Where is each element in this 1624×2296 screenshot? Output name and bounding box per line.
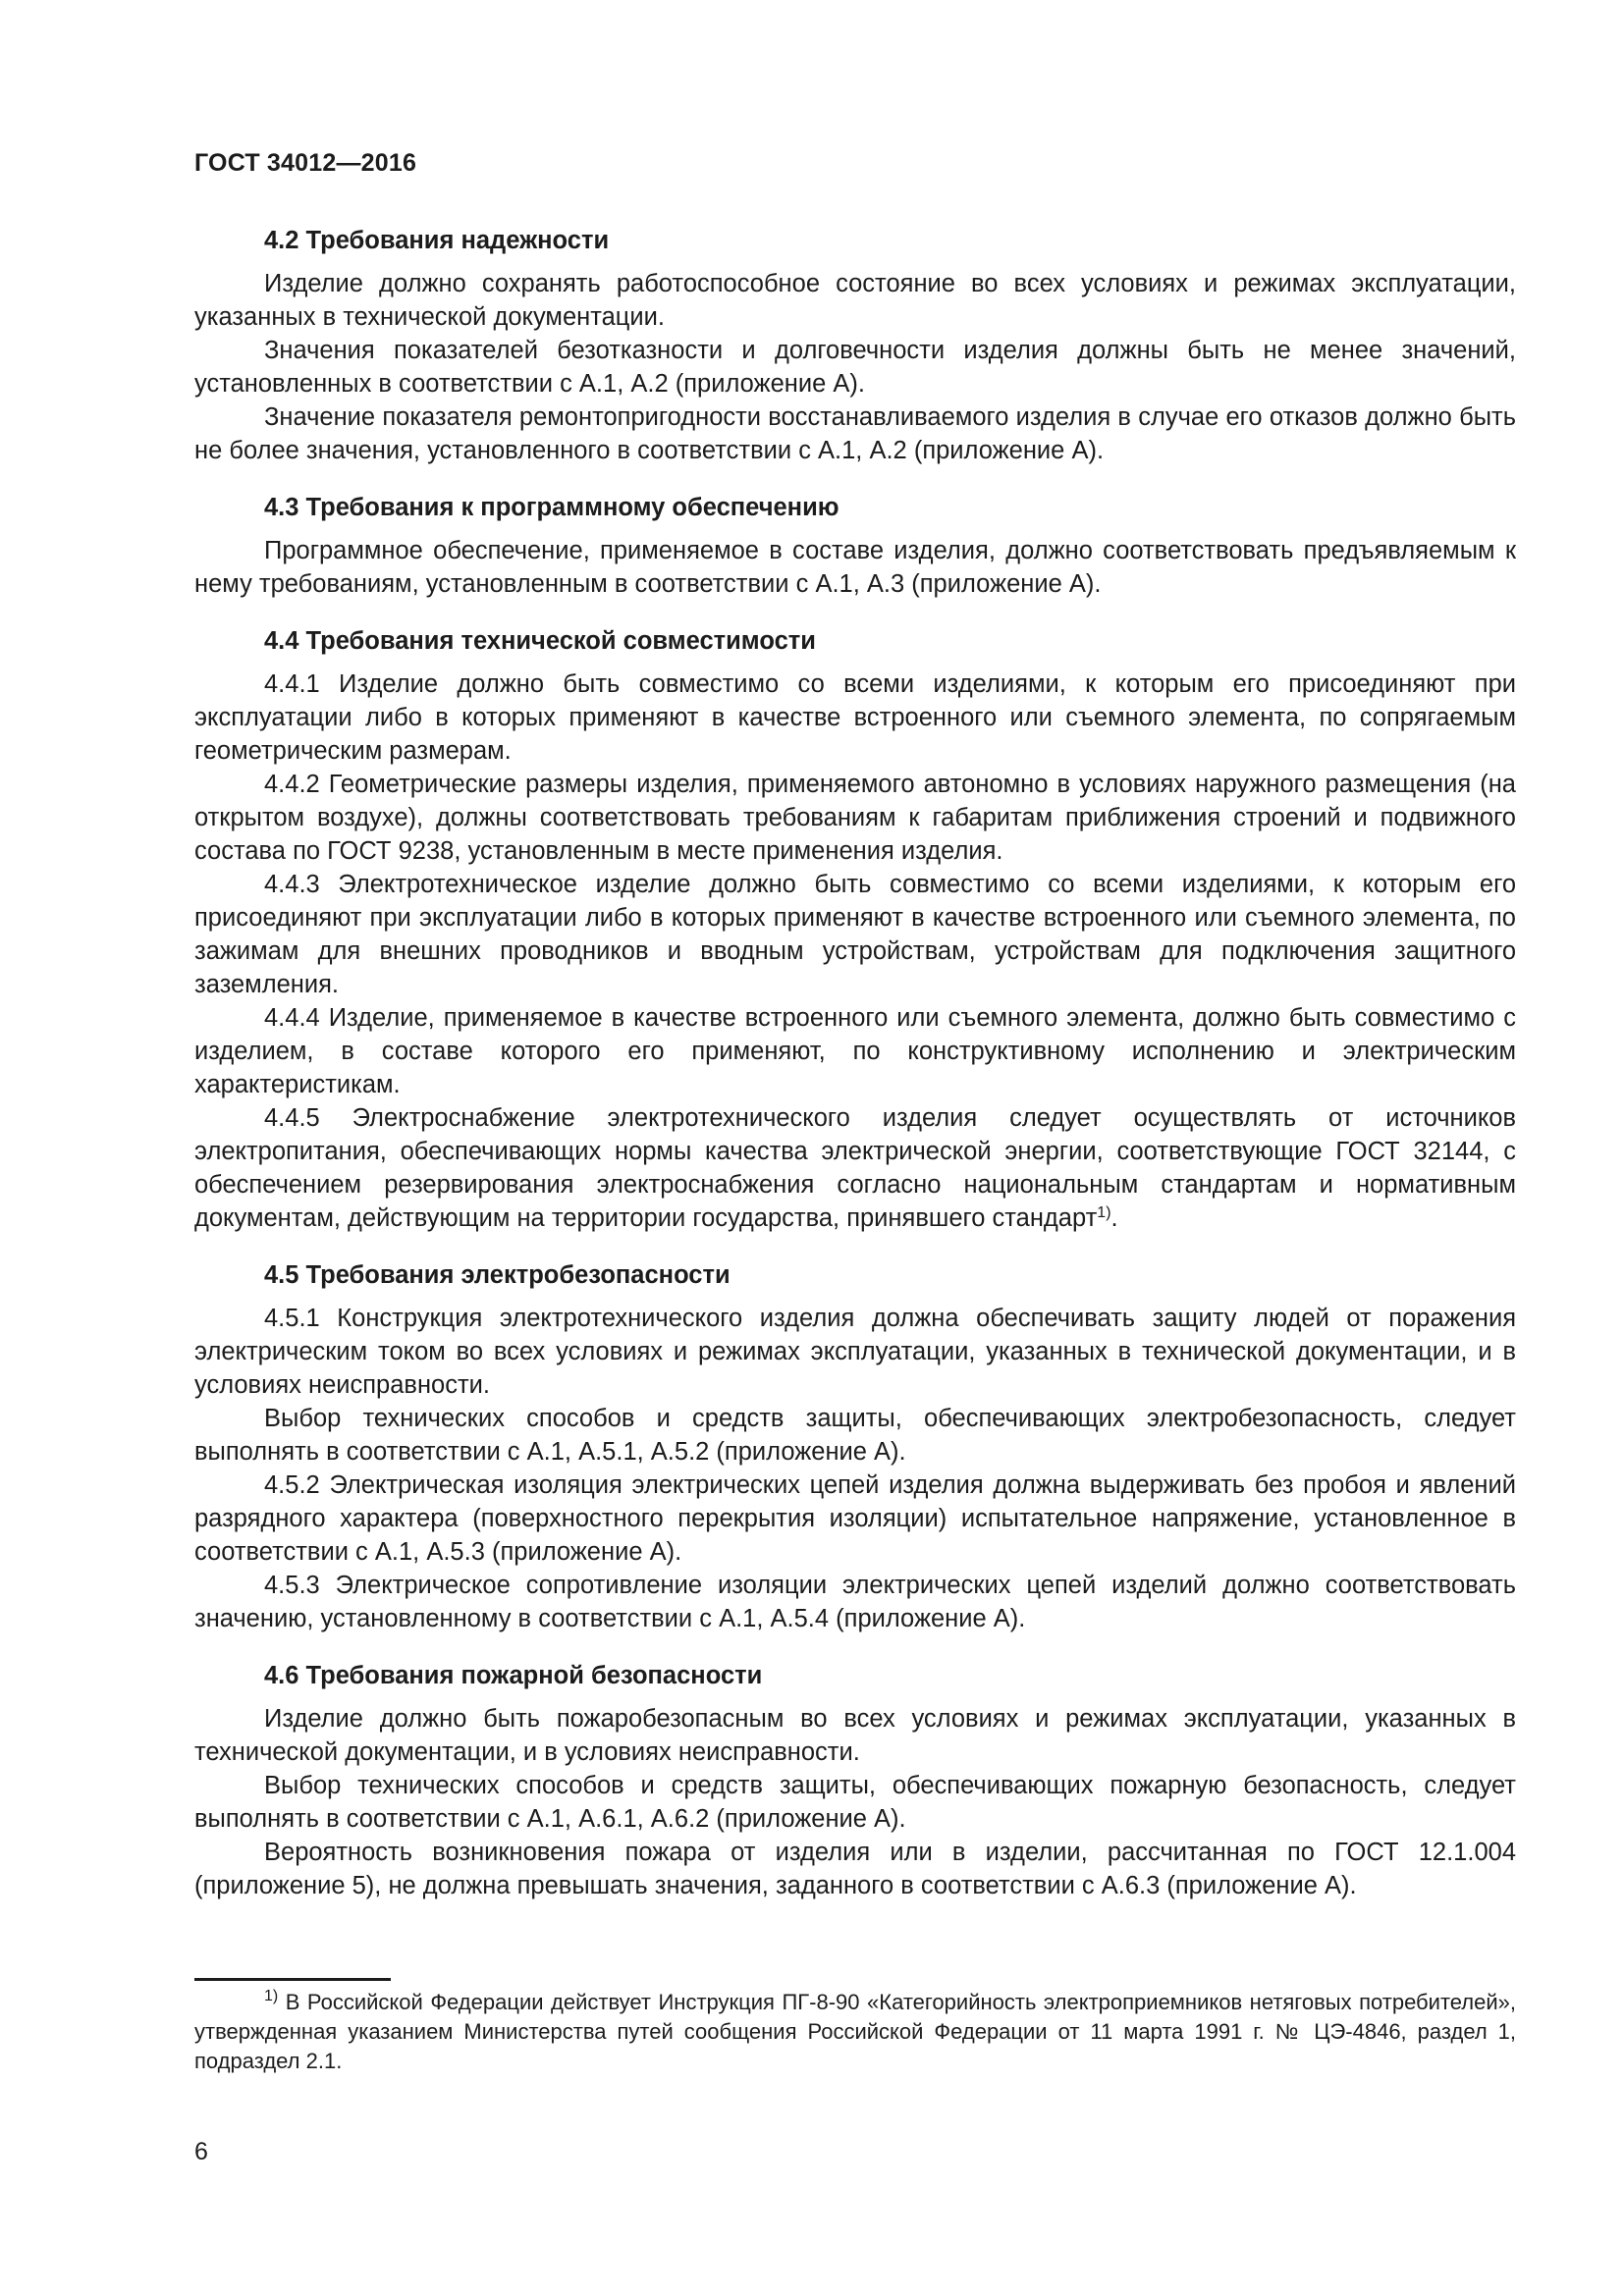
paragraph: Значения показателей безотказности и долговечности изделия должны быть не менее значений, установленных в соответствии с А.1, А.2 (приложение А). (194, 337, 1516, 398)
standard-id: ГОСТ 34012—2016 (194, 149, 417, 177)
section-title: 4.2 Требования надежности (264, 227, 610, 254)
footnote-mark: 1) (264, 1988, 279, 2004)
paragraph-text: 4.4.5 Электроснабжение электротехнического изделия следует осуществлять от источников электропитания, обеспечивающих нормы качества электрической энергии, соответствующие ГОСТ 32144, с обеспечением резервирования электроснабжения согласно национальным стандартам и нормативным документам, действующим на территории государства, принявшего стандарт (194, 1104, 1516, 1232)
paragraph-with-footnote (194, 1101, 1516, 1235)
paragraph-tail: . (1110, 1204, 1118, 1232)
page-number: 6 (194, 2138, 208, 2165)
paragraph: 4.4.4 Изделие, применяемое в качестве встроенного или съемного элемента, должно быть совместимо с изделием, в составе которого его применяют, по конструктивному исполнению и электрическим характеристикам. (194, 1004, 1516, 1098)
paragraph: 4.4.3 Электротехническое изделие должно быть совместимо со всеми изделиями, к которым его присоединяют при эксплуатации либо в которых применяют в качестве встроенного или съемного элемента, по зажимам для внешних проводников и вводным устройствам, устройствам для подключения защитного заземления. (194, 871, 1516, 998)
paragraph: 4.4.1 Изделие должно быть совместимо со всеми изделиями, к которым его присоединяют при эксплуатации либо в которых применяют в качестве встроенного или съемного элемента, по сопрягаемым геометрическим размерам. (194, 670, 1516, 765)
section-4-5 (194, 1258, 1516, 1635)
paragraph: 4.4.2 Геометрические размеры изделия, применяемого автономно в условиях наружного размещения (на открытом воздухе), должны соответствовать требованиям к габаритам приближения строений и подвижного состава по ГОСТ 9238, установленным в месте применения изделия. (194, 771, 1516, 865)
section-title: 4.6 Требования пожарной безопасности (264, 1662, 763, 1689)
paragraph: Изделие должно быть пожаробезопасным во всех условиях и режимах эксплуатации, указанных в технической документации, и в условиях неисправности. (194, 1705, 1516, 1766)
footnote-separator (194, 1978, 391, 1981)
paragraph: 4.5.1 Конструкция электротехнического изделия должна обеспечивать защиту людей от поражения электрическим током во всех условиях и режимах эксплуатации, указанных в технической документации, и в условиях неисправности. (194, 1305, 1516, 1399)
paragraph: Значение показателя ремонтопригодности восстанавливаемого изделия в случае его отказов должно быть не более значения, установленного в соответствии с А.1, А.2 (приложение А). (194, 403, 1516, 464)
section-title: 4.3 Требования к программному обеспечению (264, 494, 839, 521)
section-4-3 (194, 491, 1516, 601)
page-body (194, 224, 1516, 1926)
section-title: 4.5 Требования электробезопасности (264, 1261, 731, 1289)
footnote-text: В Российской Федерации действует Инструкция ПГ-8-90 «Категорийность электроприемников нетяговых потребителей», утвержденная указанием Министерства путей сообщения Российской Федерации от 11 марта 1991 г. № ЦЭ-4846, раздел 1, подраздел 2.1. (194, 1990, 1516, 2073)
section-4-6 (194, 1659, 1516, 1902)
paragraph: Вероятность возникновения пожара от изделия или в изделии, рассчитанная по ГОСТ 12.1.004 (приложение 5), не должна превышать значения, заданного в соответствии с А.6.3 (приложение А). (194, 1839, 1516, 1899)
paragraph: 4.5.2 Электрическая изоляция электрических цепей изделия должна выдерживать без пробоя и явлений разрядного характера (поверхностного перекрытия изоляции) испытательное напряжение, установленное в соответствии с А.1, А.5.3 (приложение А). (194, 1471, 1516, 1566)
paragraph: 4.5.3 Электрическое сопротивление изоляции электрических цепей изделий должно соответствовать значению, установленному в соответствии с А.1, А.5.4 (приложение А). (194, 1572, 1516, 1632)
section-title: 4.4 Требования технической совместимости (264, 627, 816, 655)
footnote (194, 1988, 1516, 2076)
footnote-reference[interactable]: 1) (1097, 1204, 1111, 1221)
paragraph: Выбор технических способов и средств защиты, обеспечивающих электробезопасность, следует выполнять в соответствии с А.1, А.5.1, А.5.2 (приложение А). (194, 1405, 1516, 1466)
paragraph: Изделие должно сохранять работоспособное состояние во всех условиях и режимах эксплуатации, указанных в технической документации. (194, 270, 1516, 331)
section-4-4 (194, 624, 1516, 1235)
paragraph: Программное обеспечение, применяемое в составе изделия, должно соответствовать предъявляемым к нему требованиям, установленным в соответствии с А.1, А.3 (приложение А). (194, 537, 1516, 598)
section-4-2 (194, 224, 1516, 467)
paragraph: Выбор технических способов и средств защиты, обеспечивающих пожарную безопасность, следует выполнять в соответствии с А.1, А.6.1, А.6.2 (приложение А). (194, 1772, 1516, 1833)
